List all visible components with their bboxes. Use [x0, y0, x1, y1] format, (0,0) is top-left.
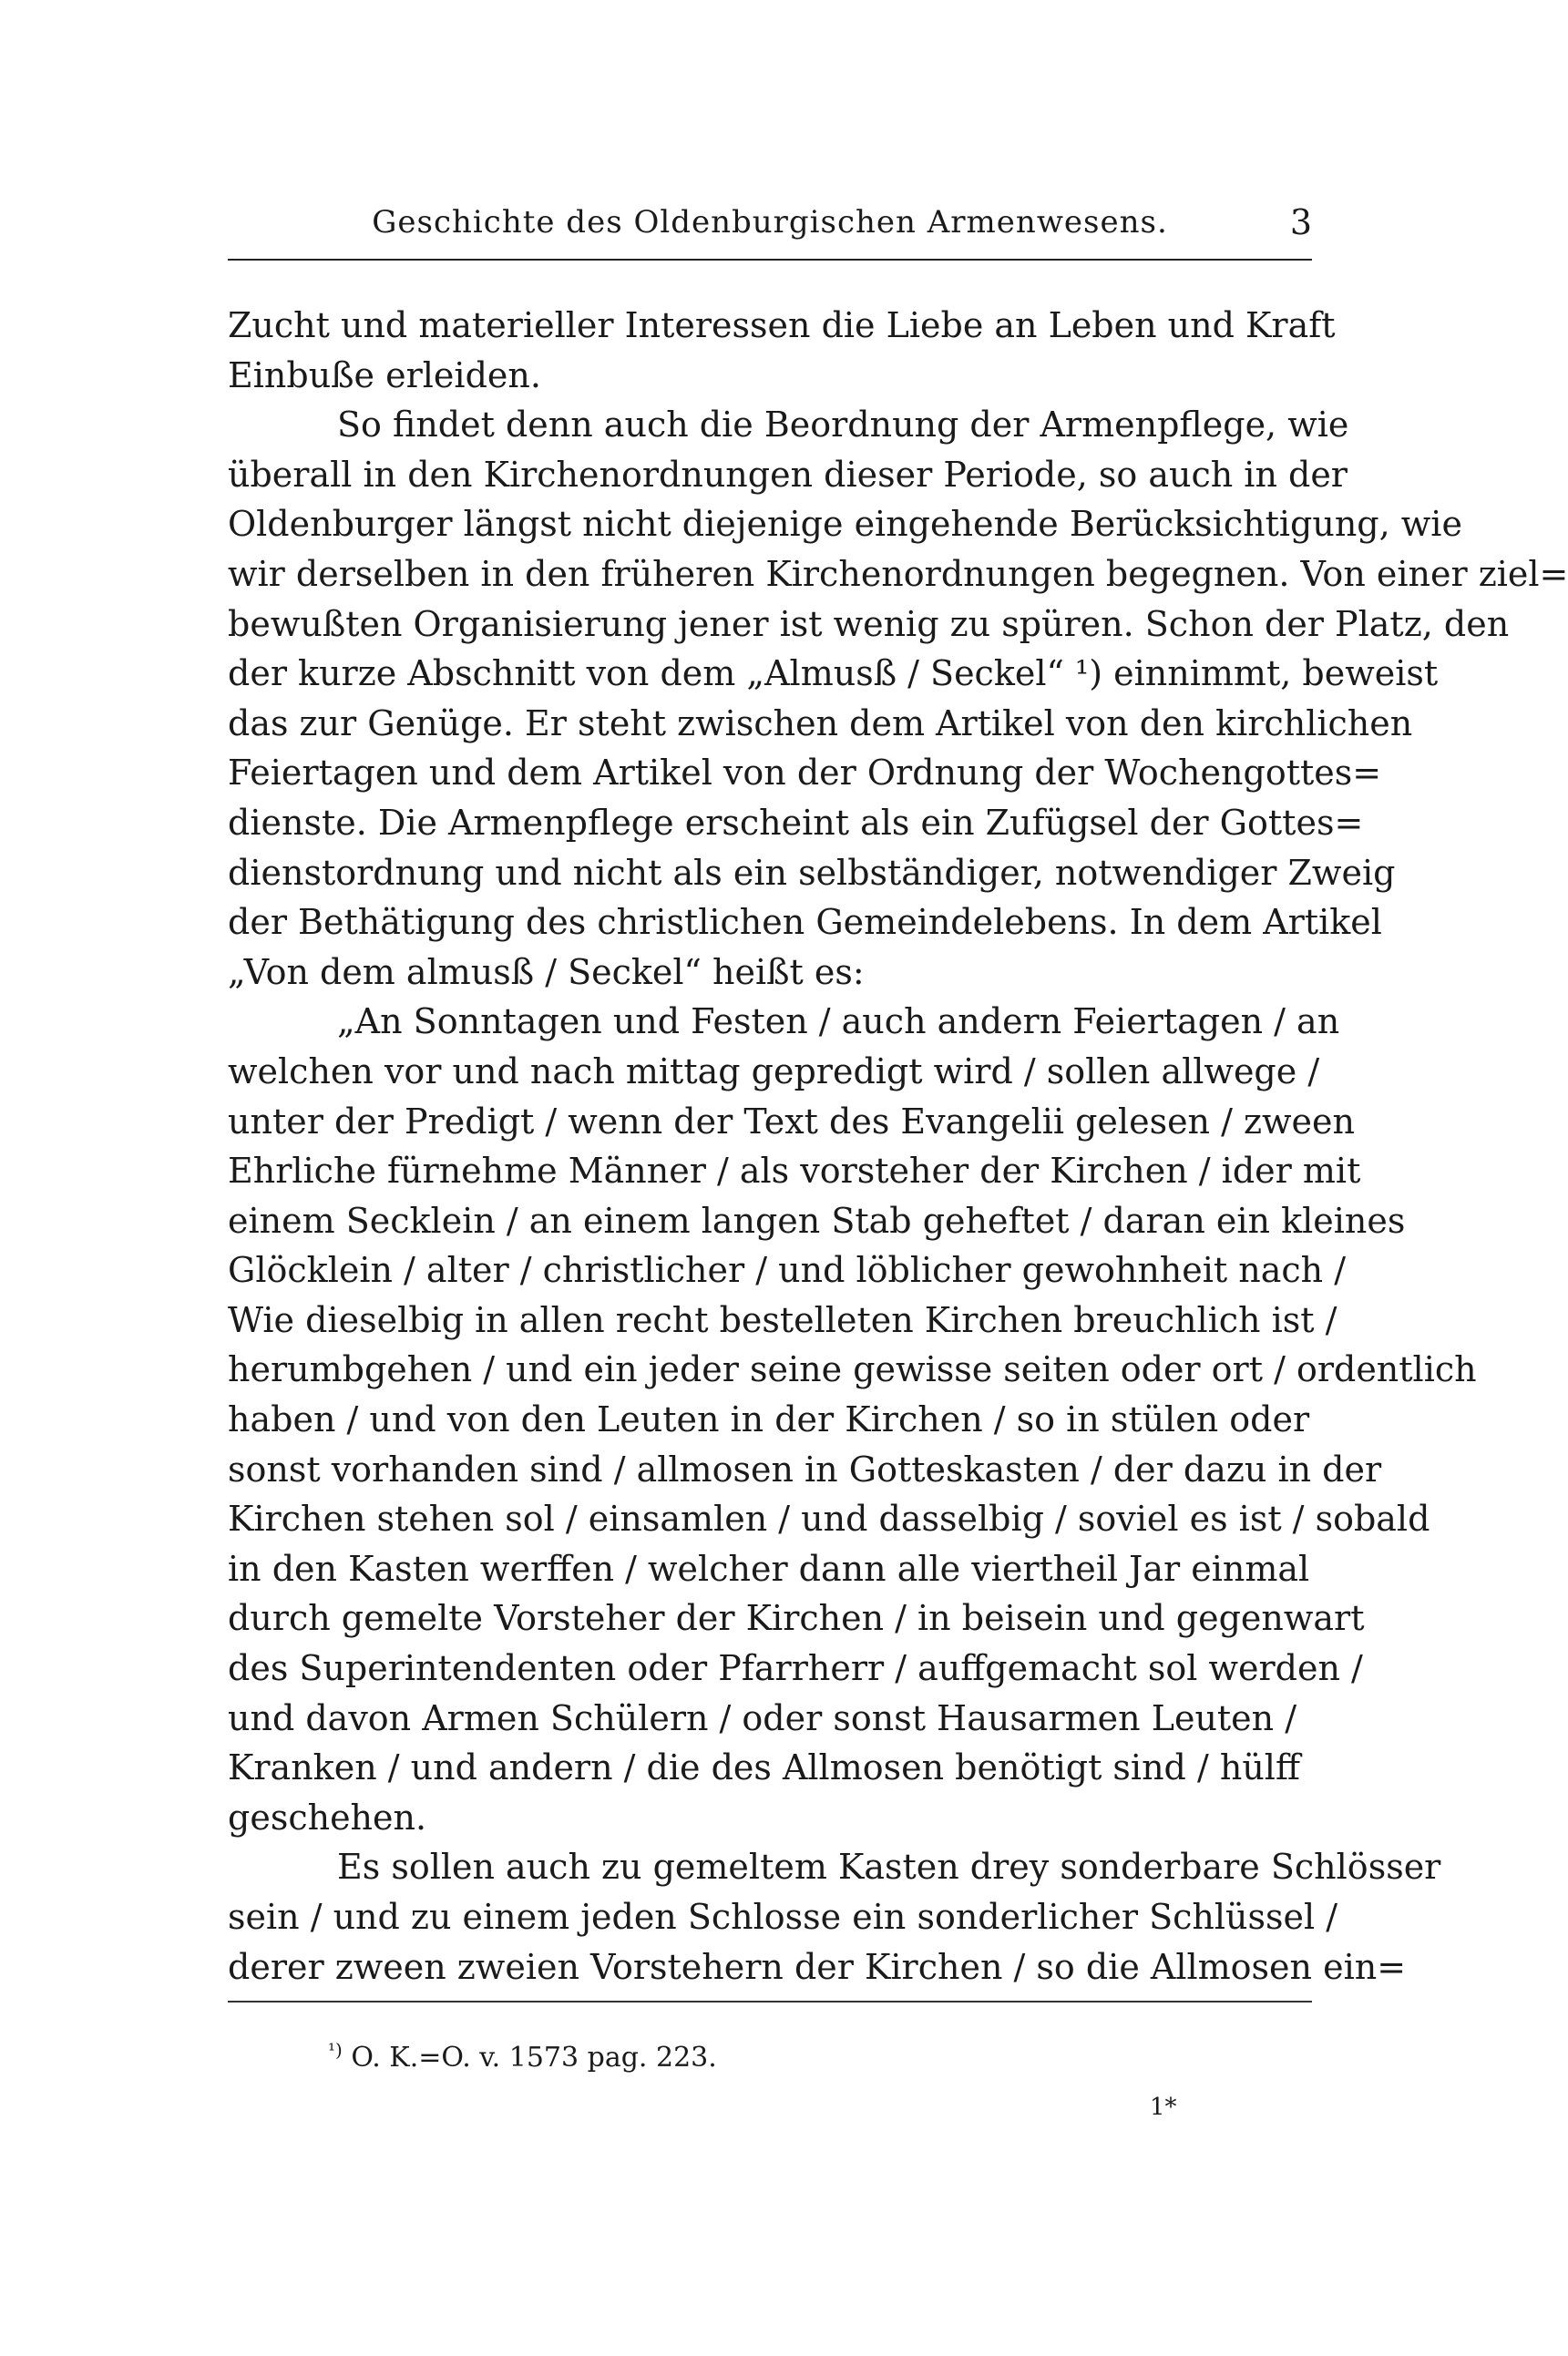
footnote-text: O. K.=O. v. 1573 pag. 223.: [351, 2042, 717, 2074]
text-line: Kranken / und andern / die des Allmosen benötigt sind / hülff: [228, 1747, 1300, 1788]
header-rule: [228, 259, 1312, 261]
text-line: derer zween zweien Vorstehern der Kirchen / so die Allmosen ein=: [228, 1946, 1407, 1987]
footnote-marker: ¹): [328, 2039, 343, 2061]
text-line: des Superintendenten oder Pfarrherr / auffgemacht sol werden /: [228, 1648, 1363, 1689]
footnote-rule: [228, 2001, 1312, 2003]
text-line: durch gemelte Vorsteher der Kirchen / in beisein und gegenwart: [228, 1598, 1365, 1639]
text-line: Es sollen auch zu gemeltem Kasten drey sonderbare Schlösser: [337, 1847, 1441, 1888]
text-line: wir derselben in den früheren Kirchenordnungen begegnen. Von einer ziel=: [228, 553, 1568, 594]
footnote: [328, 2039, 717, 2074]
text-line: dienstordnung und nicht als ein selbständiger, notwendiger Zweig: [228, 852, 1396, 893]
text-line: haben / und von den Leuten in der Kirchen / so in stülen oder: [228, 1399, 1310, 1440]
text-line: bewußten Organisierung jener ist wenig zu spüren. Schon der Platz, den: [228, 603, 1510, 644]
text-line: herumbgehen / und ein jeder seine gewisse seiten oder ort / ordentlich: [228, 1349, 1477, 1390]
running-header: [228, 199, 1312, 253]
page-number: 3: [1289, 202, 1312, 242]
signature-mark: 1*: [1150, 2094, 1177, 2121]
text-line: überall in den Kirchenordnungen dieser Periode, so auch in der: [228, 454, 1348, 495]
text-line: Glöcklein / alter / christlicher / und löblicher gewohnheit nach /: [228, 1250, 1347, 1291]
text-line: Kirchen stehen sol / einsamlen / und dasselbig / soviel es ist / sobald: [228, 1499, 1430, 1540]
text-line: der kurze Abschnitt von dem „Almusß / Seckel“ ¹) einnimmt, beweist: [228, 653, 1439, 694]
body-text: [228, 301, 1568, 1992]
text-line: „An Sonntagen und Festen / auch andern Feiertagen / an: [337, 1001, 1340, 1042]
text-line: Zucht und materieller Interessen die Liebe an Leben und Kraft: [228, 305, 1336, 345]
text-line: Ehrliche fürnehme Männer / als vorsteher der Kirchen / ider mit: [228, 1151, 1361, 1192]
text-line: unter der Predigt / wenn der Text des Evangelii gelesen / zween: [228, 1101, 1355, 1142]
text-line: das zur Genüge. Er steht zwischen dem Artikel von den kirchlichen: [228, 702, 1413, 743]
text-line: Feiertagen und dem Artikel von der Ordnung der Wochengottes=: [228, 753, 1382, 794]
text-line: geschehen.: [228, 1797, 427, 1838]
text-line: der Bethätigung des christlichen Gemeindelebens. In dem Artikel: [228, 902, 1382, 943]
text-line: „Von dem almusß / Seckel“ heißt es:: [228, 951, 865, 992]
text-line: Wie dieselbig in allen recht bestelleten Kirchen breuchlich ist /: [228, 1299, 1337, 1340]
text-line: welchen vor und nach mittag gepredigt wird / sollen allwege /: [228, 1050, 1320, 1091]
header-title: Geschichte des Oldenburgischen Armenwesens.: [372, 204, 1168, 241]
text-line: dienste. Die Armenpflege erscheint als ein Zufügsel der Gottes=: [228, 802, 1364, 843]
text-line: sein / und zu einem jeden Schlosse ein sonderlicher Schlüssel /: [228, 1897, 1338, 1937]
text-line: in den Kasten werffen / welcher dann alle viertheil Jar einmal: [228, 1548, 1310, 1589]
text-line: einem Secklein / an einem langen Stab geheftet / daran ein kleines: [228, 1200, 1406, 1241]
text-line: So findet denn auch die Beordnung der Armenpflege, wie: [337, 405, 1349, 446]
text-line: sonst vorhanden sind / allmosen in Gotteskasten / der dazu in der: [228, 1449, 1382, 1490]
text-line: Einbuße erleiden.: [228, 354, 541, 395]
text-line: und davon Armen Schülern / oder sonst Hausarmen Leuten /: [228, 1697, 1297, 1738]
text-line: Oldenburger längst nicht diejenige eingehende Berücksichtigung, wie: [228, 504, 1462, 545]
